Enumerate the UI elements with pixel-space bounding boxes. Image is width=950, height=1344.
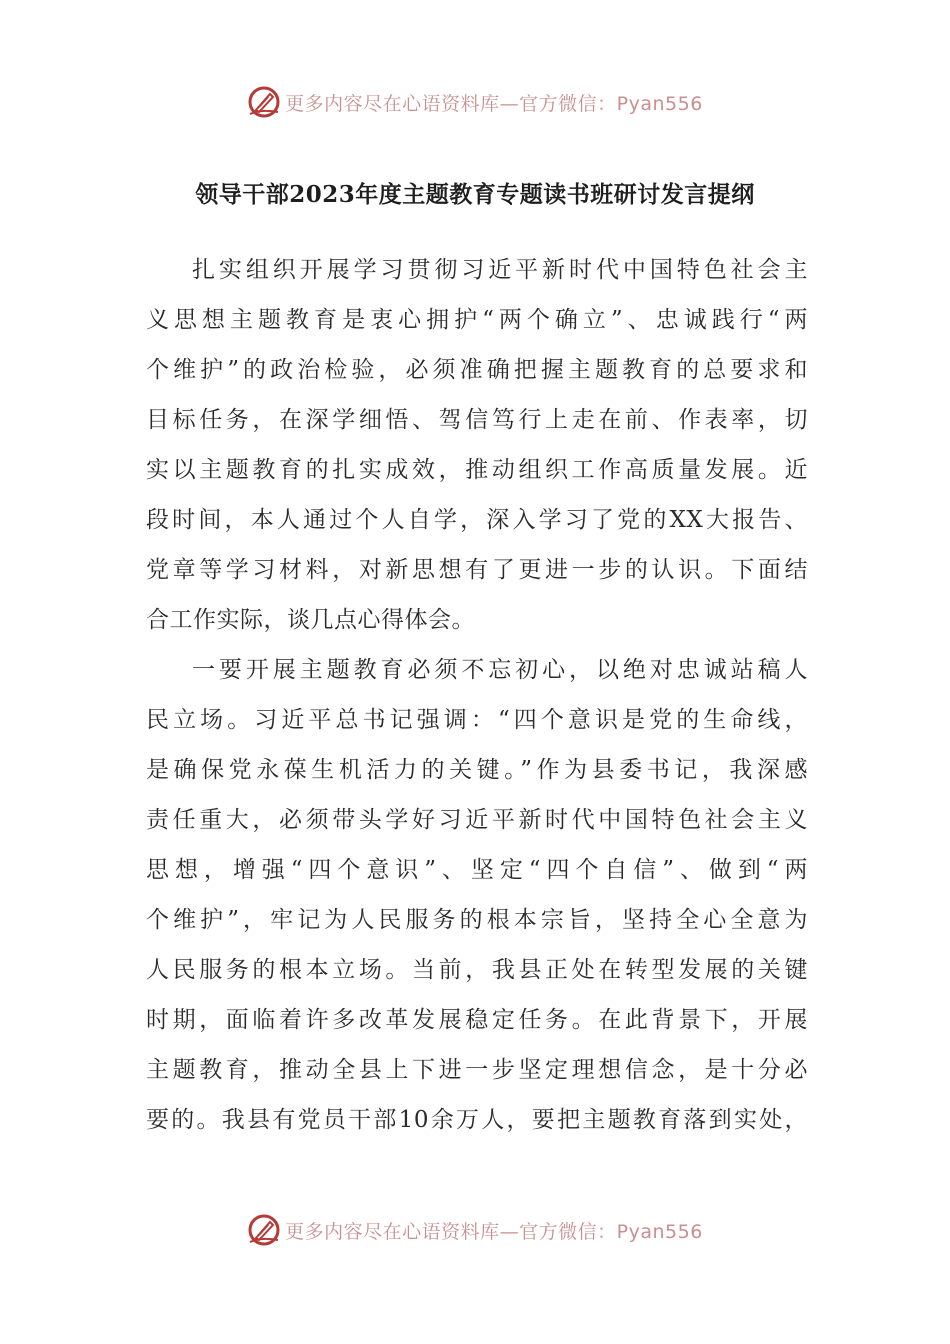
- text-line: 要的。我县有党员干部10余万人，要把主题教育落到实处，: [146, 1107, 808, 1133]
- text-line: 主题教育，推动全县上下进一步坚定理想信念，是十分必: [146, 1057, 808, 1083]
- text-line: 一要开展主题教育必须不忘初心，以绝对忠诚站稿人: [192, 657, 808, 683]
- paragraph-point-one: [146, 645, 808, 1145]
- text-line: 个维护”，牢记为人民服务的根本宗旨，坚持全心全意为: [146, 907, 808, 933]
- text-line: 是确保党永葆生机活力的关键。”作为县委书记，我深感: [146, 757, 808, 783]
- text-line: 扎实组织开展学习贯彻习近平新时代中国特色社会主: [192, 257, 808, 283]
- watermark-wechat-id: Pyan556: [616, 1220, 703, 1243]
- watermark-header: [0, 82, 950, 122]
- text-line: 个维护”的政治检验，必须准确把握主题教育的总要求和: [146, 357, 808, 383]
- text-line: 人民服务的根本立场。当前，我县正处在转型发展的关键: [146, 957, 808, 983]
- watermark-wechat-id: Pyan556: [616, 92, 703, 115]
- text-line: 思想，增强“四个意识”、坚定“四个自信”、做到“两: [146, 857, 808, 883]
- text-line: 合工作实际，谈几点心得体会。: [146, 607, 475, 633]
- paragraph-intro: [146, 245, 808, 645]
- text-line: 党章等学习材料，对新思想有了更进一步的认识。下面结: [146, 557, 808, 583]
- text-line: 责任重大，必须带头学好习近平新时代中国特色社会主义: [146, 807, 808, 833]
- text-line: 段时间，本人通过个人自学，深入学习了党的XX大报告、: [146, 507, 808, 533]
- document-title: 领导干部2023年度主题教育专题读书班研讨发言提纲: [195, 181, 755, 208]
- watermark-footer: [0, 1210, 950, 1250]
- text-line: 民立场。习近平总书记强调：“四个意识是党的生命线，: [146, 707, 808, 733]
- quill-logo-icon: [247, 85, 281, 119]
- text-line: 目标任务，在深学细悟、驾信笃行上走在前、作表率，切: [146, 407, 808, 433]
- text-line: 时期，面临着许多改革发展稳定任务。在此背景下，开展: [146, 1007, 808, 1033]
- watermark-text: 更多内容尽在心语资料库—官方微信：Pyan556: [285, 1220, 703, 1243]
- watermark-text: 更多内容尽在心语资料库—官方微信：Pyan556: [285, 92, 703, 115]
- text-line: 义思想主题教育是衷心拥护“两个确立”、忠诚践行“两: [146, 307, 808, 333]
- quill-logo-icon: [247, 1213, 281, 1247]
- text-line: 实以主题教育的扎实成效，推动组织工作高质量发展。近: [146, 457, 808, 483]
